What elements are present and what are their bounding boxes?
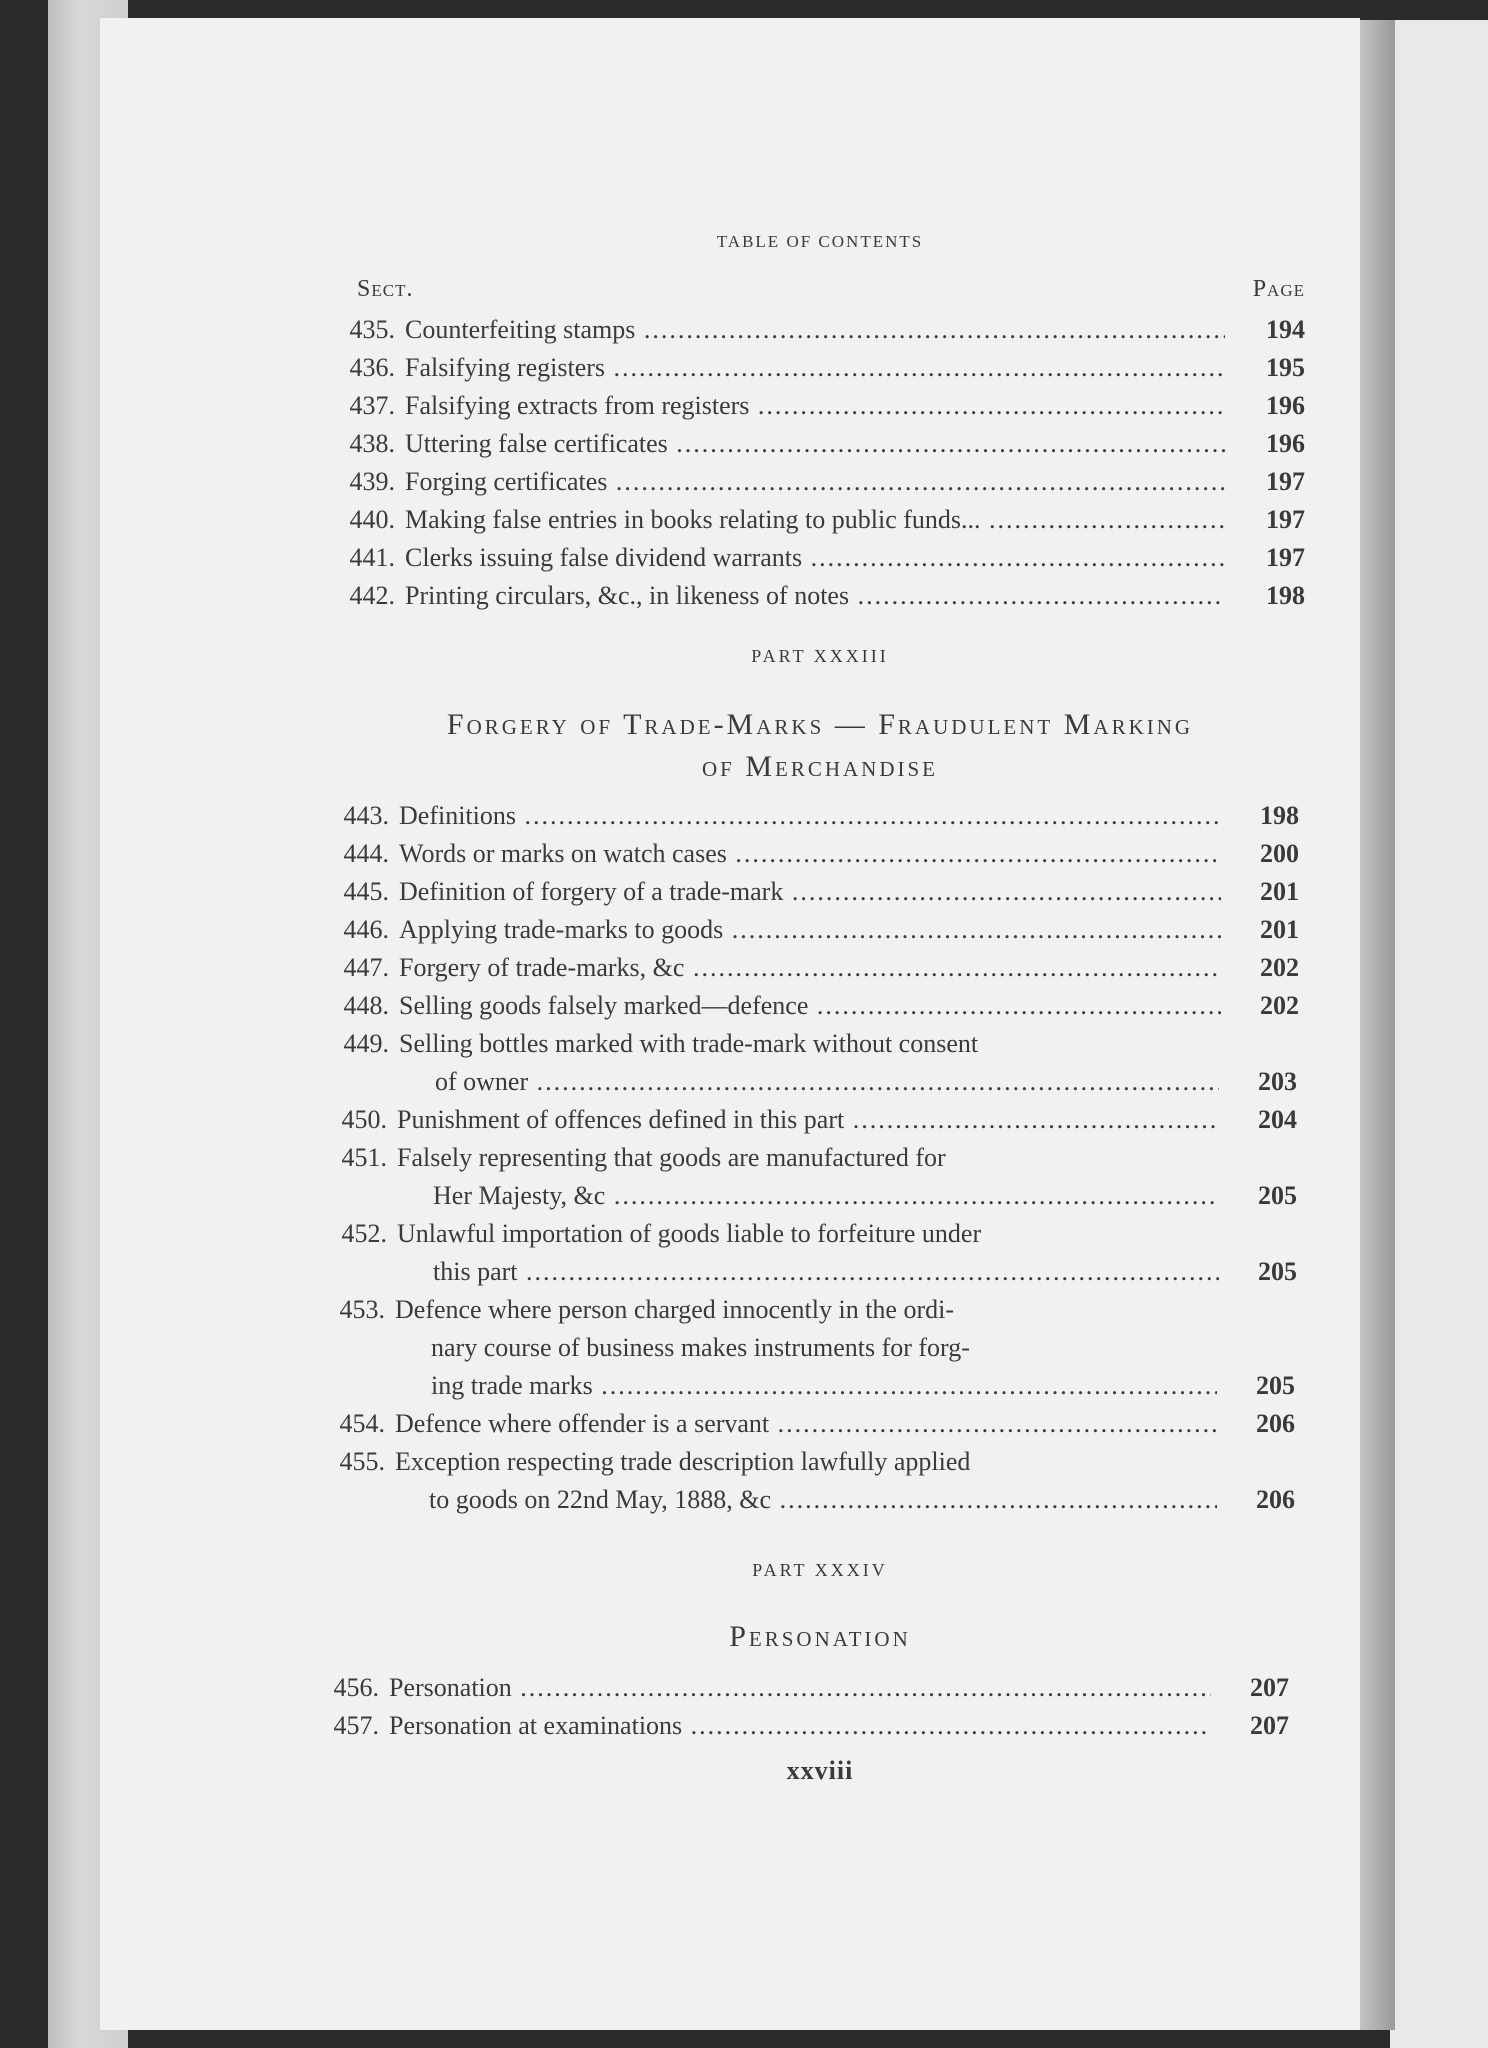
entry-title-line: Exception respecting trade description lawfully applied	[395, 1447, 971, 1476]
entry-title: Punishment of offences defined in this part .....	[397, 1102, 1219, 1138]
toc-entry	[335, 912, 1305, 948]
entry-number: 444.	[343, 839, 389, 868]
toc-entry	[335, 350, 1305, 386]
entry-number: 453.	[339, 1295, 385, 1324]
entry-page: 204	[1258, 1105, 1297, 1134]
entry-page: 207	[1250, 1711, 1289, 1740]
entry-title: Words or marks on watch cases .....	[399, 836, 1221, 872]
section-column-heading: Sect.	[357, 276, 414, 302]
entry-page: 196	[1266, 391, 1305, 420]
entry-number: 450.	[341, 1105, 387, 1134]
entry-page: 203	[1258, 1067, 1297, 1096]
entry-title: of owner .....	[435, 1064, 1219, 1100]
part-title-continued: of Merchandise	[701, 750, 939, 783]
entry-title: Printing circulars, &c., in likeness of notes .....	[405, 578, 1225, 614]
entry-title: Defence where offender is a servant .....	[395, 1406, 1217, 1442]
entry-page: 205	[1258, 1181, 1297, 1210]
entry-title-line: Selling bottles marked with trade-mark without consent	[399, 1029, 979, 1058]
entry-number: 449.	[343, 1029, 389, 1058]
entry-page: 198	[1266, 581, 1305, 610]
toc-entry	[335, 1406, 1305, 1442]
entry-page: 201	[1260, 915, 1299, 944]
toc-entry	[335, 1368, 1305, 1404]
entry-number: 457.	[333, 1711, 379, 1740]
entry-title: Counterfeiting stamps .....	[405, 312, 1225, 348]
toc-entry	[335, 1670, 1305, 1706]
entry-title: Selling goods falsely marked—defence .....	[399, 988, 1221, 1024]
entry-page: 198	[1260, 801, 1299, 830]
part-label: PART XXXIV	[752, 1560, 888, 1580]
entry-page: 201	[1260, 877, 1299, 906]
entry-number: 455.	[339, 1447, 385, 1476]
entry-number: 447.	[343, 953, 389, 982]
toc-entry	[335, 1482, 1305, 1518]
adjacent-page	[1390, 20, 1488, 2048]
toc-entry	[335, 1102, 1305, 1138]
entry-number: 456.	[333, 1673, 379, 1702]
part-title: Personation	[729, 1620, 911, 1653]
entry-number: 448.	[343, 991, 389, 1020]
toc-entry	[335, 388, 1305, 424]
toc-entry	[335, 1178, 1305, 1214]
entry-title-line: nary course of business makes instruments for forg-	[431, 1333, 970, 1362]
page-column-heading: Page	[1252, 276, 1305, 302]
entry-number: 439.	[349, 467, 395, 496]
entry-title: ing trade marks .....	[431, 1368, 1217, 1404]
entry-number: 451.	[341, 1143, 387, 1172]
entry-title: Personation .....	[389, 1670, 1211, 1706]
book-page	[100, 18, 1360, 2030]
entry-title: Uttering false certificates .....	[405, 426, 1225, 462]
toc-entry	[335, 798, 1305, 834]
entry-page: 197	[1266, 505, 1305, 534]
entry-title: Definition of forgery of a trade-mark .....	[399, 874, 1221, 910]
entry-page: 206	[1256, 1409, 1295, 1438]
entry-number: 446.	[343, 915, 389, 944]
entry-title: Applying trade-marks to goods .....	[399, 912, 1221, 948]
entry-title: Making false entries in books relating to public funds... .....	[405, 502, 1225, 538]
entry-number: 454.	[339, 1409, 385, 1438]
entry-number: 441.	[349, 543, 395, 572]
entry-title: Falsifying extracts from registers .....	[405, 388, 1225, 424]
column-headings	[335, 276, 1305, 310]
entry-number: 452.	[341, 1219, 387, 1248]
entry-number: 435.	[349, 315, 395, 344]
entry-title: to goods on 22nd May, 1888, &c .....	[429, 1482, 1217, 1518]
entry-number: 436.	[349, 353, 395, 382]
entry-number: 442.	[349, 581, 395, 610]
entry-number: 440.	[349, 505, 395, 534]
part-label: PART XXXIII	[751, 646, 889, 666]
toc-entry	[335, 988, 1305, 1024]
entry-page: 202	[1260, 953, 1299, 982]
book-gutter-right	[1355, 20, 1395, 2030]
entry-page: 205	[1256, 1371, 1295, 1400]
entry-page: 205	[1258, 1257, 1297, 1286]
toc-entry	[335, 502, 1305, 538]
toc-entry	[335, 540, 1305, 576]
entry-title-line: Unlawful importation of goods liable to forfeiture under	[397, 1219, 982, 1248]
toc-entry	[335, 578, 1305, 614]
entry-title: Forging certificates .....	[405, 464, 1225, 500]
entry-page: 200	[1260, 839, 1299, 868]
entry-number: 443.	[343, 801, 389, 830]
entry-title-line: Falsely representing that goods are manufactured for	[397, 1143, 946, 1172]
entry-page: 196	[1266, 429, 1305, 458]
toc-entry	[335, 1708, 1305, 1744]
entry-title: Definitions .....	[399, 798, 1221, 834]
entry-title: this part .....	[433, 1254, 1219, 1290]
entry-page: 197	[1266, 467, 1305, 496]
entry-title-line: Defence where person charged innocently in the ordi-	[395, 1295, 955, 1324]
toc-entry	[335, 836, 1305, 872]
entry-number: 438.	[349, 429, 395, 458]
entry-title: Forgery of trade-marks, &c .....	[399, 950, 1221, 986]
entry-page: 206	[1256, 1485, 1295, 1514]
toc-entry	[335, 1064, 1305, 1100]
entry-title: Clerks issuing false dividend warrants .....	[405, 540, 1225, 576]
part-title: Forgery of Trade-Marks — Fraudulent Marking	[446, 708, 1194, 741]
entry-page: 194	[1266, 315, 1305, 344]
toc-entry	[335, 312, 1305, 348]
entry-page: 207	[1250, 1673, 1289, 1702]
running-head: TABLE OF CONTENTS	[716, 232, 924, 251]
entry-title: Personation at examinations .....	[389, 1708, 1211, 1744]
toc-entry	[335, 874, 1305, 910]
toc-entry	[335, 426, 1305, 462]
entry-page: 197	[1266, 543, 1305, 572]
entry-title: Falsifying registers .....	[405, 350, 1225, 386]
toc-entry	[335, 950, 1305, 986]
page-number: xxviii	[786, 1756, 854, 1785]
entry-title: Her Majesty, &c .....	[433, 1178, 1219, 1214]
entry-page: 202	[1260, 991, 1299, 1020]
entry-page: 195	[1266, 353, 1305, 382]
entry-number: 445.	[343, 877, 389, 906]
toc-entry	[335, 1254, 1305, 1290]
toc-entry	[335, 464, 1305, 500]
entry-number: 437.	[349, 391, 395, 420]
